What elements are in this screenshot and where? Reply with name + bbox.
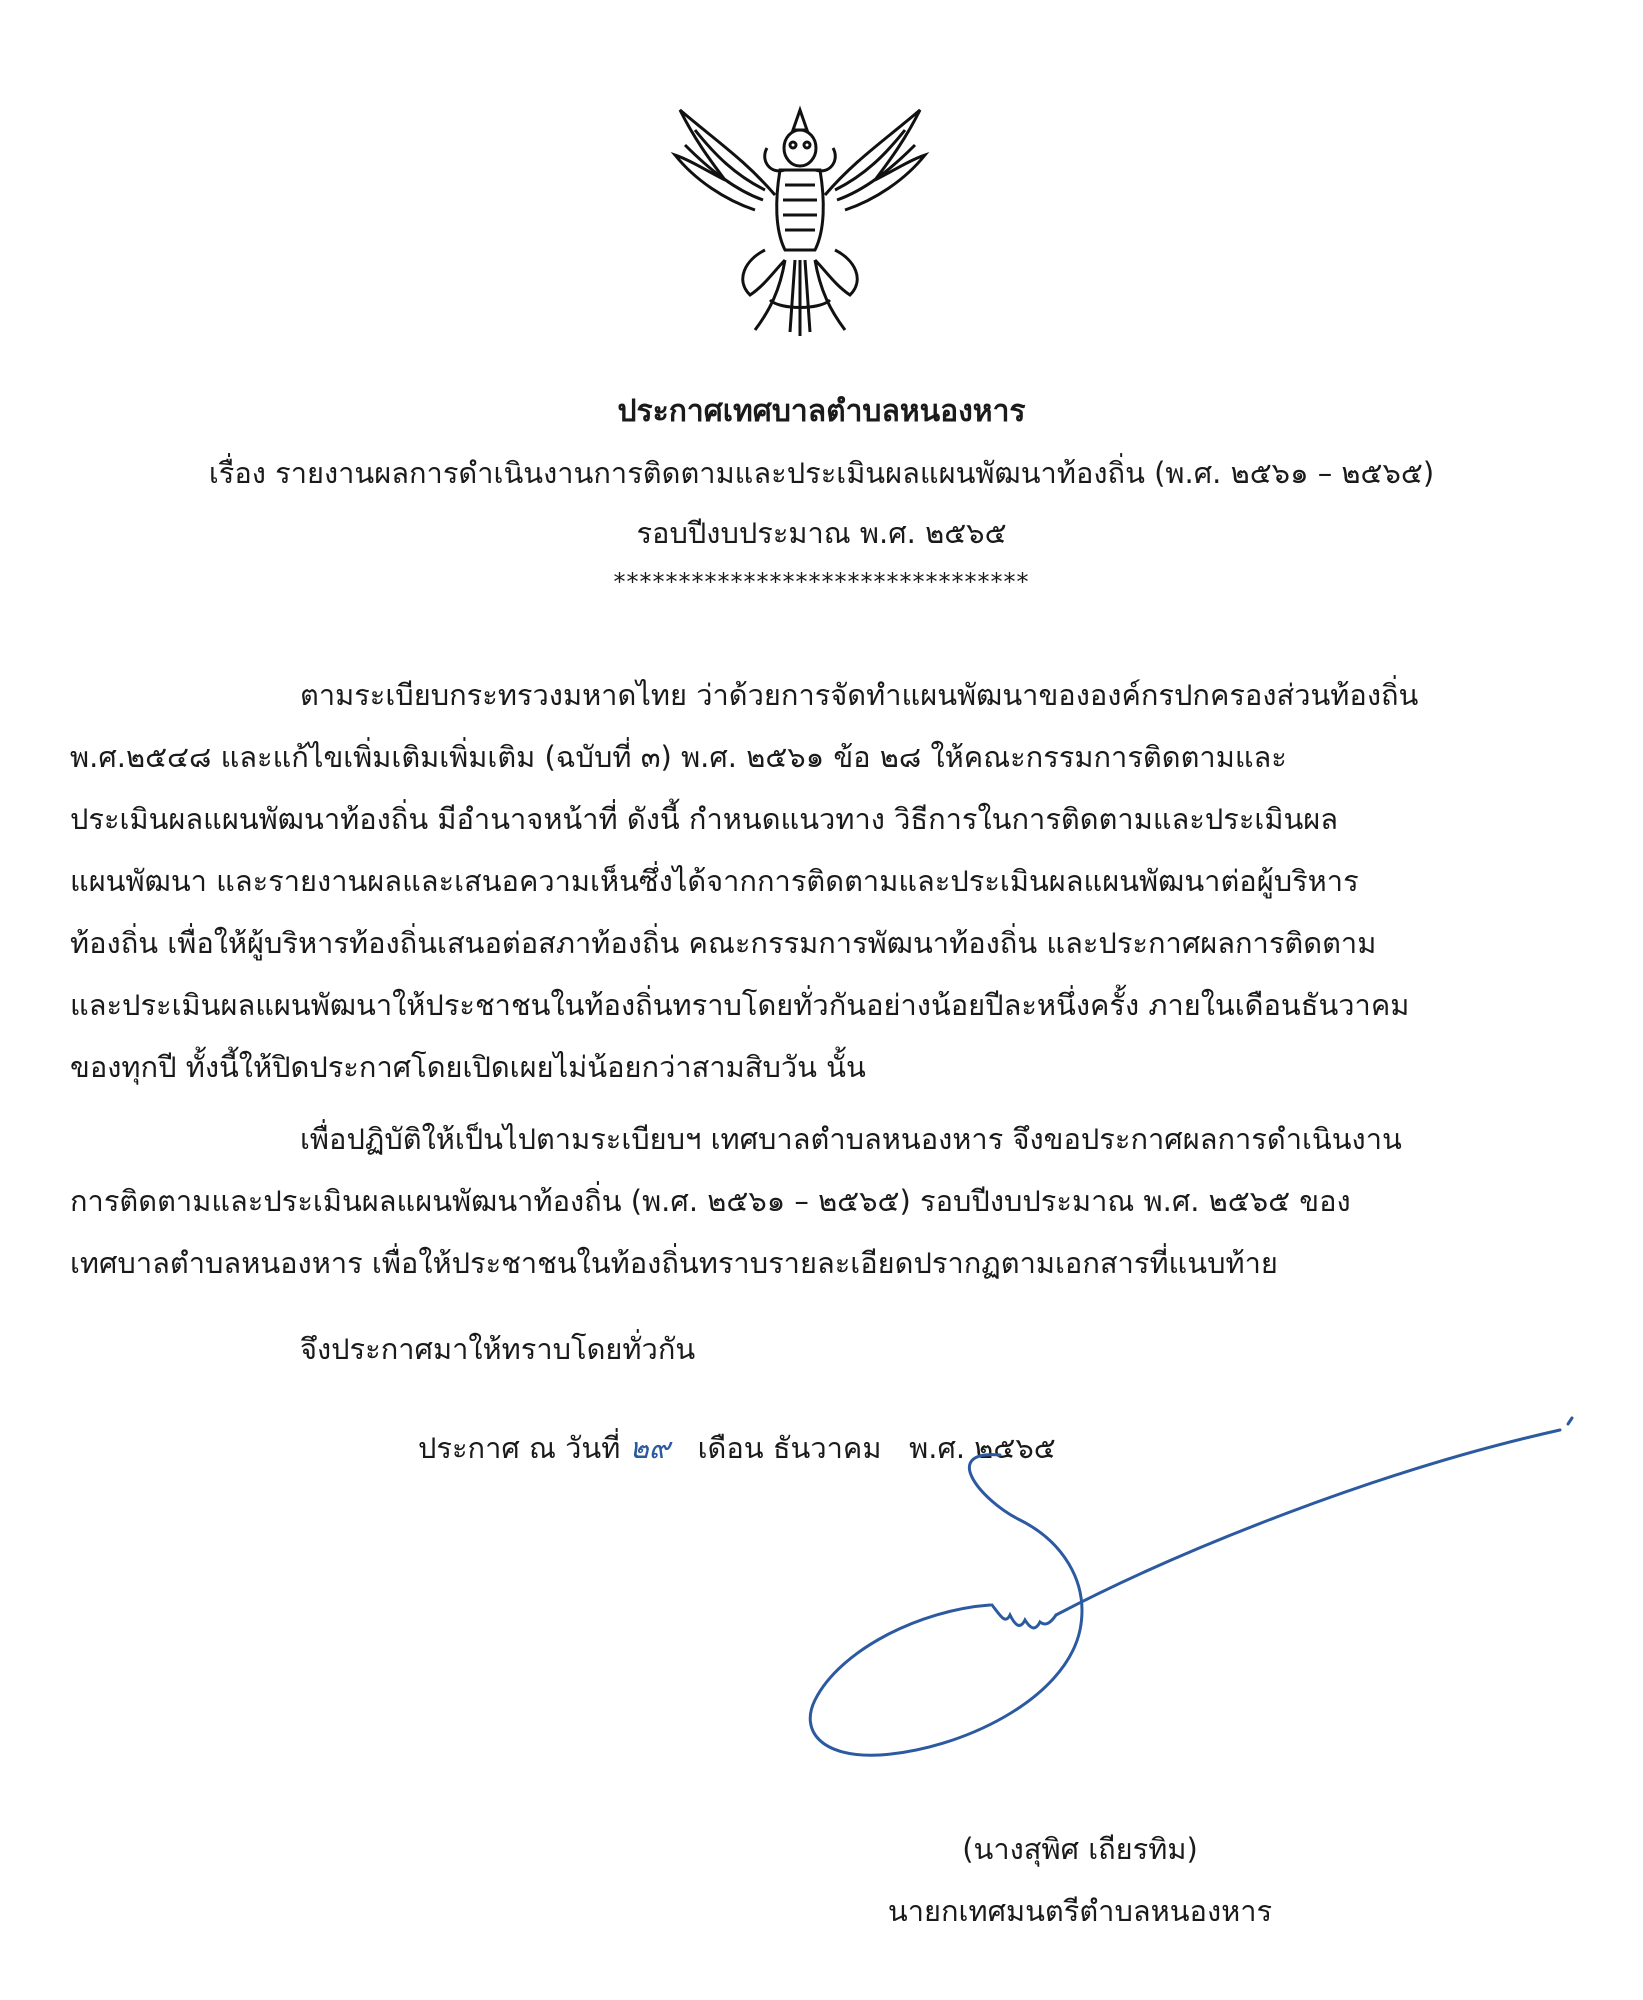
signer-name: (นางสุพิศ เถียรทิม) (962, 1832, 1198, 1866)
paragraph-line: เทศบาลตำบลหนองหาร เพื่อให้ประชาชนในท้องถิ่นทราบรายละเอียดปรากฏตามเอกสารที่แนบท้าย (70, 1246, 1278, 1280)
paragraph-line: ของทุกปี ทั้งนี้ให้ปิดประกาศโดยเปิดเผยไม่น้อยกว่าสามสิบวัน นั้น (70, 1050, 866, 1084)
signer-title: นายกเทศมนตรีตำบลหนองหาร (887, 1894, 1273, 1928)
fiscal-year-line: รอบปีงบประมาณ พ.ศ. ๒๕๖๕ (636, 516, 1007, 550)
paragraph-line: เพื่อปฏิบัติให้เป็นไปตามระเบียบฯ เทศบาลตำบลหนองหาร จึงขอประกาศผลการดำเนินงาน (300, 1122, 1402, 1156)
handwritten-signature (760, 1410, 1600, 1790)
paragraph-line: ตามระเบียบกระทรวงมหาดไทย ว่าด้วยการจัดทำแผนพัฒนาขององค์กรปกครองส่วนท้องถิ่น (300, 678, 1419, 712)
announcement-title: ประกาศเทศบาลตำบลหนองหาร (617, 394, 1026, 429)
announcement-subject: เรื่อง รายงานผลการดำเนินงานการติดตามและประเมินผลแผนพัฒนาท้องถิ่น (พ.ศ. ๒๕๖๑ – ๒๕๖๕) (208, 456, 1435, 490)
closing-line: จึงประกาศมาให้ทราบโดยทั่วกัน (300, 1332, 696, 1366)
garuda-emblem-icon (655, 100, 945, 340)
paragraph-line: ประเมินผลแผนพัฒนาท้องถิ่น มีอำนาจหน้าที่ ดังนี้ กำหนดแนวทาง วิธีการในการติดตามและประเมินผล (70, 802, 1339, 836)
date-prefix: ประกาศ ณ วันที่ (418, 1431, 621, 1465)
date-year: พ.ศ. ๒๕๖๕ (909, 1431, 1056, 1465)
separator-line: ******************************** (613, 568, 1030, 596)
paragraph-line: พ.ศ.๒๕๔๘ และแก้ไขเพิ่มเติมเพิ่มเติม (ฉบับที่ ๓) พ.ศ. ๒๕๖๑ ข้อ ๒๘ ให้คณะกรรมการติดตามและ (70, 740, 1287, 774)
date-month: เดือน ธันวาคม (697, 1431, 882, 1465)
paragraph-line: และประเมินผลแผนพัฒนาให้ประชาชนในท้องถิ่นทราบโดยทั่วกันอย่างน้อยปีละหนึ่งครั้ง ภายในเดือนธันวาคม (70, 988, 1410, 1022)
paragraph-line: การติดตามและประเมินผลแผนพัฒนาท้องถิ่น (พ.ศ. ๒๕๖๑ – ๒๕๖๕) รอบปีงบประมาณ พ.ศ. ๒๕๖๕ ของ (70, 1184, 1351, 1218)
paragraph-line: ท้องถิ่น เพื่อให้ผู้บริหารท้องถิ่นเสนอต่อสภาท้องถิ่น คณะกรรมการพัฒนาท้องถิ่น และประกาศผลการติดตาม (70, 926, 1377, 960)
paragraph-line: แผนพัฒนา และรายงานผลและเสนอความเห็นซึ่งได้จากการติดตามและประเมินผลแผนพัฒนาต่อผู้บริหาร (70, 864, 1359, 898)
date-day-handwritten: ๒๙ (629, 1431, 670, 1465)
